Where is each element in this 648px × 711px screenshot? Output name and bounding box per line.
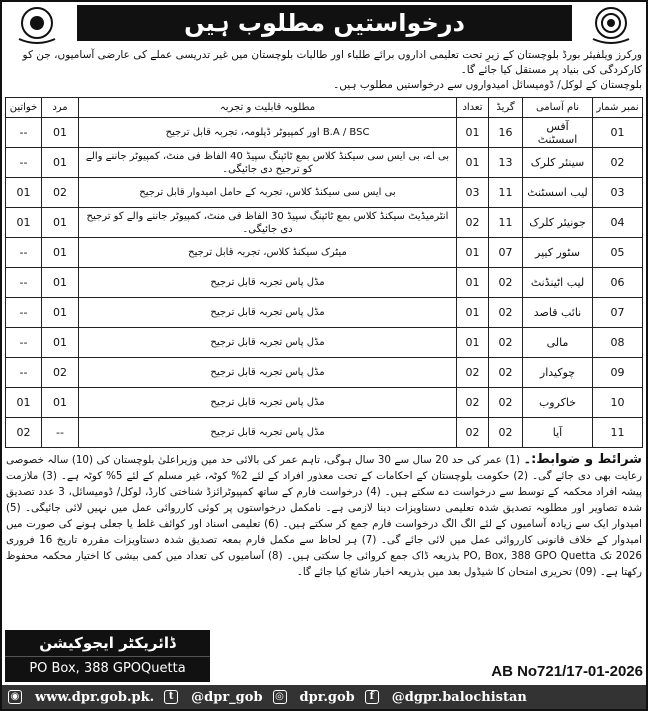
serial-cell: 05: [593, 238, 643, 268]
qualification-cell: میٹرک سیکنڈ کلاس، تجربہ قابل ترجیح: [79, 238, 457, 268]
post-name-cell: سٹور کیپر: [523, 238, 593, 268]
post-name-cell: نائب قاصد: [523, 298, 593, 328]
count-cell: 03: [457, 178, 489, 208]
grade-cell: 02: [489, 328, 523, 358]
serial-cell: 02: [593, 148, 643, 178]
intro-text: [6, 48, 642, 93]
female-cell: --: [6, 358, 42, 388]
term-item: (09) تحریری امتحان کا شیڈول بعد میں بذریعہ اخبار شائع کیا جائے گا۔: [296, 566, 597, 578]
column-header: مرد: [42, 98, 79, 118]
term-item: (2) حکومت بلوچستان کے احکامات کے تحت معذور افراد کے لئے 2% کوٹہ، غیر مسلم کے لئے 5% کوٹہ ہے۔: [60, 470, 528, 482]
female-cell: --: [6, 238, 42, 268]
post-name-cell: لیب اٹینڈنٹ: [523, 268, 593, 298]
table-row: [6, 238, 643, 268]
male-cell: 02: [42, 178, 79, 208]
table-row: [6, 268, 643, 298]
grade-cell: 02: [489, 268, 523, 298]
serial-cell: 04: [593, 208, 643, 238]
column-header: تعداد: [457, 98, 489, 118]
count-cell: 01: [457, 148, 489, 178]
grade-cell: 02: [489, 388, 523, 418]
count-cell: 01: [457, 298, 489, 328]
count-cell: 02: [457, 208, 489, 238]
male-cell: 01: [42, 298, 79, 328]
term-item: (7) ہر لحاظ سے مکمل فارم بمعہ تصدیق شدہ دستاویزات مقررہ تاریخ 16 فروری 2026 تک PO, Box, 388 GPO Quetta بذریعہ ڈاک جمع کروائی جا سکتی ہیں۔: [6, 534, 642, 562]
grade-cell: 07: [489, 238, 523, 268]
term-item: (5) امیدوار ایک سے زیادہ آسامیوں کے لئے الگ الگ درخواست فارم جمع کر سکتے ہیں۔: [6, 502, 642, 530]
table-row: [6, 178, 643, 208]
ad-number: AB No721/17-01-2026: [491, 663, 643, 680]
male-cell: 01: [42, 328, 79, 358]
footer-bar: [2, 685, 646, 709]
spacer: [2, 580, 646, 630]
qualification-cell: مڈل پاس تجربہ قابل ترجیح: [79, 268, 457, 298]
table-row: [6, 148, 643, 178]
table-row: [6, 418, 643, 448]
post-name-cell: آفس اسسٹنٹ: [523, 118, 593, 148]
qualification-cell: مڈل پاس تجربہ قابل ترجیح: [79, 388, 457, 418]
serial-cell: 09: [593, 358, 643, 388]
term-item: (3) ملازمت پیشہ افراد محکمہ کے توسط سے درخواست دے سکتے ہیں۔: [6, 470, 642, 498]
column-header: نمبر شمار: [593, 98, 643, 118]
post-name-cell: لیب اسسٹنٹ: [523, 178, 593, 208]
column-header: نام آسامی: [523, 98, 593, 118]
grade-cell: 16: [489, 118, 523, 148]
post-name-cell: خاکروب: [523, 388, 593, 418]
count-cell: 01: [457, 328, 489, 358]
female-cell: --: [6, 328, 42, 358]
qualification-cell: بی ایس سی سیکنڈ کلاس، تجربہ کے حامل امیدوار قابل ترجیح: [79, 178, 457, 208]
facebook-icon: f: [365, 690, 379, 704]
female-cell: --: [6, 148, 42, 178]
term-item: (8) آسامیوں کی تعداد میں کمی بیشی کا اختیار محکمہ محفوظ رکھتا ہے۔: [6, 550, 642, 578]
post-name-cell: چوکیدار: [523, 358, 593, 388]
post-name-cell: آیا: [523, 418, 593, 448]
logo-left: [12, 5, 62, 45]
count-cell: 01: [457, 268, 489, 298]
instagram-handle[interactable]: dpr.gob: [299, 689, 355, 705]
column-header: گریڈ: [489, 98, 523, 118]
female-cell: --: [6, 118, 42, 148]
qualification-cell: مڈل پاس تجربہ قابل ترجیح: [79, 418, 457, 448]
term-item: (1) عمر کی حد 20 سال سے 30 سال ہوگی، تاہم عمر کی بالائی حد میں وزیراعلیٰ بلوچستان کی (10) سالہ خصوصی رعایت بھی دی جائے گی۔: [6, 454, 642, 482]
grade-cell: 13: [489, 148, 523, 178]
table-row: [6, 298, 643, 328]
qualification-cell: انٹرمیڈیٹ سیکنڈ کلاس بمع ٹائپنگ سپیڈ 30 الفاظ فی منٹ، کمپیوٹر جاننے والے کو ترجیح دی جائیگی۔: [79, 208, 457, 238]
serial-cell: 11: [593, 418, 643, 448]
qualification-cell: B.A / BSC اور کمپیوٹر ڈپلومہ، تجربہ قابل ترجیح: [79, 118, 457, 148]
grade-cell: 02: [489, 418, 523, 448]
intro-line: ورکرز ویلفیئر بورڈ بلوچستان کے زیرِ تحت تعلیمی اداروں برائے طلباء اور طالبات بلوچستان میں غیر تدریسی عملے کی عارضی آسامیوں، جن کو کارکردگی کی بنیاد پر مستقل کیا جائے گا۔: [22, 49, 642, 76]
count-cell: 02: [457, 388, 489, 418]
female-cell: --: [6, 298, 42, 328]
male-cell: 01: [42, 268, 79, 298]
male-cell: 01: [42, 238, 79, 268]
male-cell: 01: [42, 148, 79, 178]
grade-cell: 02: [489, 358, 523, 388]
table-row: [6, 118, 643, 148]
grade-cell: 11: [489, 208, 523, 238]
post-name-cell: مالی: [523, 328, 593, 358]
column-header: خواتین: [6, 98, 42, 118]
facebook-handle[interactable]: @dgpr.balochistan: [391, 689, 527, 705]
count-cell: 02: [457, 418, 489, 448]
website-link[interactable]: www.dpr.gob.pk.: [35, 689, 155, 705]
column-header: مطلوبہ قابلیت و تجربہ: [79, 98, 457, 118]
post-name-cell: سینئر کلرک: [523, 148, 593, 178]
female-cell: --: [6, 268, 42, 298]
table-row: [6, 328, 643, 358]
qualification-cell: مڈل پاس تجربہ قابل ترجیح: [79, 298, 457, 328]
grade-cell: 02: [489, 298, 523, 328]
male-cell: --: [42, 418, 79, 448]
table-header-row: [6, 98, 643, 118]
signature-title: ڈائریکٹر ایجوکیشن: [39, 634, 176, 652]
female-cell: 02: [6, 418, 42, 448]
term-item: (4) درخواست فارم کے ساتھ کمپیوٹرائزڈ شناختی کارڈ، لوکل/ ڈومیسائل، 3 عدد تصدیق شدہ تصاویر اور مطلوبہ تصدیق شدہ تعلیمی دستاویزات دینا لازمی ہے۔ نامکمل درخواستوں پر کوئی کارروائی عمل میں نہیں لائی جائیگی۔: [6, 486, 642, 514]
header: [2, 2, 646, 46]
qualification-cell: مڈل پاس تجربہ قابل ترجیح: [79, 328, 457, 358]
signature-row: [5, 630, 643, 682]
table-row: [6, 388, 643, 418]
serial-cell: 10: [593, 388, 643, 418]
logo-right: [586, 5, 636, 45]
qualification-cell: مڈل پاس تجربہ قابل ترجیح: [79, 358, 457, 388]
table-row: [6, 208, 643, 238]
intro-line: بلوچستان کے لوکل/ ڈومیسائل امیدواروں سے درخواستیں مطلوب ہیں۔: [333, 79, 642, 91]
grade-cell: 11: [489, 178, 523, 208]
female-cell: 01: [6, 178, 42, 208]
serial-cell: 07: [593, 298, 643, 328]
terms-heading: شرائط و ضوابط:۔: [523, 452, 642, 467]
table-row: [6, 358, 643, 388]
count-cell: 01: [457, 118, 489, 148]
male-cell: 01: [42, 208, 79, 238]
page-title: درخواستیں مطلوب ہیں: [77, 5, 572, 41]
male-cell: 01: [42, 118, 79, 148]
instagram-icon: ◎: [273, 690, 287, 704]
count-cell: 02: [457, 358, 489, 388]
female-cell: 01: [6, 388, 42, 418]
serial-cell: 08: [593, 328, 643, 358]
male-cell: 02: [42, 358, 79, 388]
serial-cell: 03: [593, 178, 643, 208]
twitter-icon: t: [164, 690, 178, 704]
serial-cell: 01: [593, 118, 643, 148]
twitter-handle[interactable]: @dpr_gob: [191, 689, 263, 705]
signature-box: [5, 630, 210, 682]
serial-cell: 06: [593, 268, 643, 298]
vacancy-table: [5, 97, 643, 448]
count-cell: 01: [457, 238, 489, 268]
male-cell: 01: [42, 388, 79, 418]
qualification-cell: بی اے، بی ایس سی سیکنڈ کلاس بمع ٹائپنگ سپیڈ 40 الفاظ فی منٹ، کمپیوٹر جاننے والے کو ترجیح دی جائیگی۔: [79, 148, 457, 178]
terms-and-conditions: [6, 452, 642, 580]
female-cell: 01: [6, 208, 42, 238]
globe-icon: ◉: [8, 690, 22, 704]
post-name-cell: جونیئر کلرک: [523, 208, 593, 238]
term-item: (6) تعلیمی اسناد اور کوائف غلط یا جعلی ہونے کی صورت میں امیدوار کے خلاف قانونی کارروائی عمل میں لائی جائے گی۔: [6, 518, 642, 546]
signature-address: PO Box, 388 GPOQuetta: [5, 656, 210, 681]
